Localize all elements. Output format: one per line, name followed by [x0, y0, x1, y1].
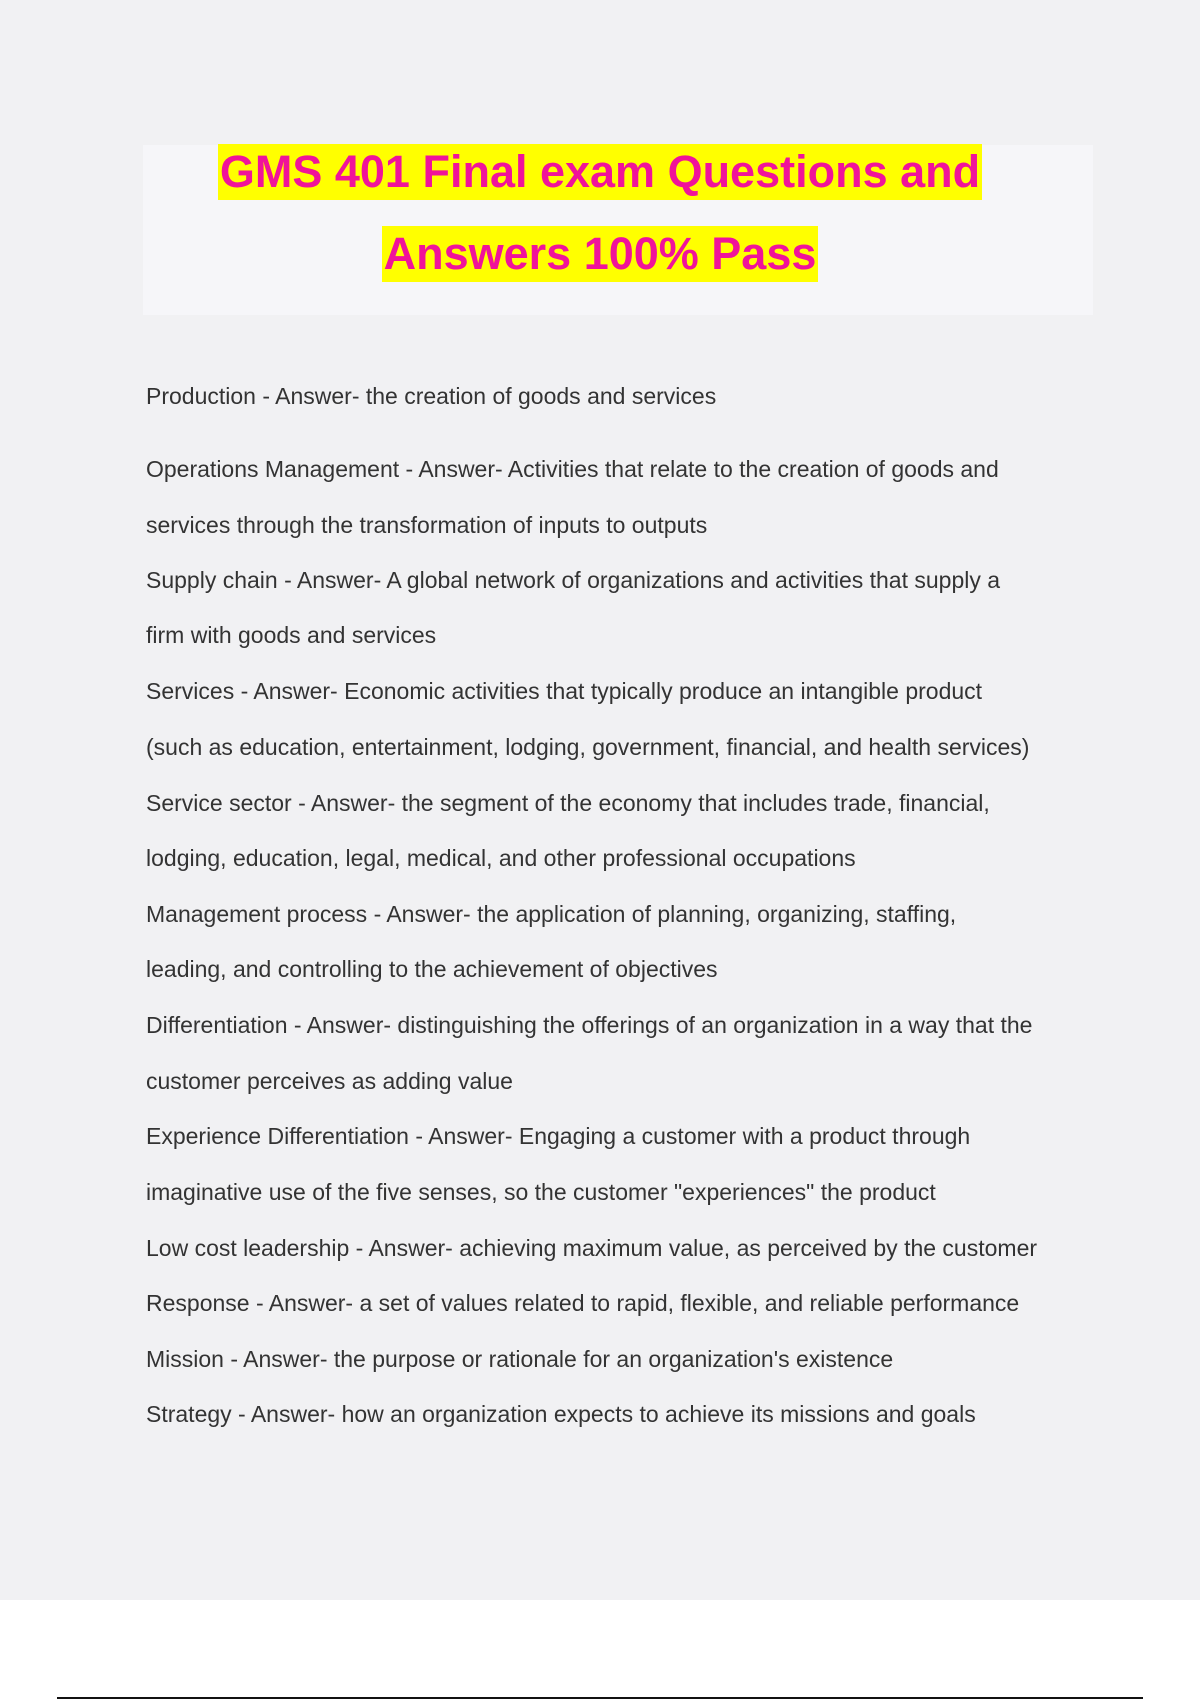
text-line: leading, and controlling to the achievement of objectives: [146, 956, 718, 982]
text-line: imaginative use of the five senses, so the customer "experiences" the product: [146, 1179, 936, 1205]
text-line: Low cost leadership - Answer- achieving maximum value, as perceived by the customer: [146, 1235, 1038, 1261]
text-line: services through the transformation of inputs to outputs: [146, 512, 708, 538]
document-title-line-2: [0, 226, 1200, 286]
text-line: Strategy - Answer- how an organization expects to achieve its missions and goals: [146, 1401, 976, 1427]
text-line: Services - Answer- Economic activities that typically produce an intangible product: [146, 678, 983, 704]
text-line: Experience Differentiation - Answer- Engaging a customer with a product through: [146, 1123, 971, 1149]
footer-divider: [57, 1697, 1143, 1699]
text-line: Production - Answer- the creation of goods and services: [146, 383, 717, 409]
text-line: Operations Management - Answer- Activities that relate to the creation of goods and: [146, 456, 999, 482]
text-line: Supply chain - Answer- A global network of organizations and activities that supply a: [146, 567, 1001, 593]
text-line: Response - Answer- a set of values related to rapid, flexible, and reliable performance: [146, 1290, 1020, 1316]
text-line: Differentiation - Answer- distinguishing the offerings of an organization in a way that the: [146, 1012, 1033, 1038]
text-line: lodging, education, legal, medical, and other professional occupations: [146, 845, 856, 871]
document-title-line-1: [0, 144, 1200, 204]
text-line: Management process - Answer- the application of planning, organizing, staffing,: [146, 901, 957, 927]
title-highlight-2: Answers 100% Pass: [382, 226, 819, 282]
title-highlight-1: GMS 401 Final exam Questions and: [218, 144, 982, 200]
text-line: firm with goods and services: [146, 622, 437, 648]
text-line: Mission - Answer- the purpose or rationale for an organization's existence: [146, 1346, 894, 1372]
text-line: Service sector - Answer- the segment of the economy that includes trade, financial,: [146, 790, 990, 816]
text-line: customer perceives as adding value: [146, 1068, 513, 1094]
text-line: (such as education, entertainment, lodging, government, financial, and health services): [146, 734, 1030, 760]
